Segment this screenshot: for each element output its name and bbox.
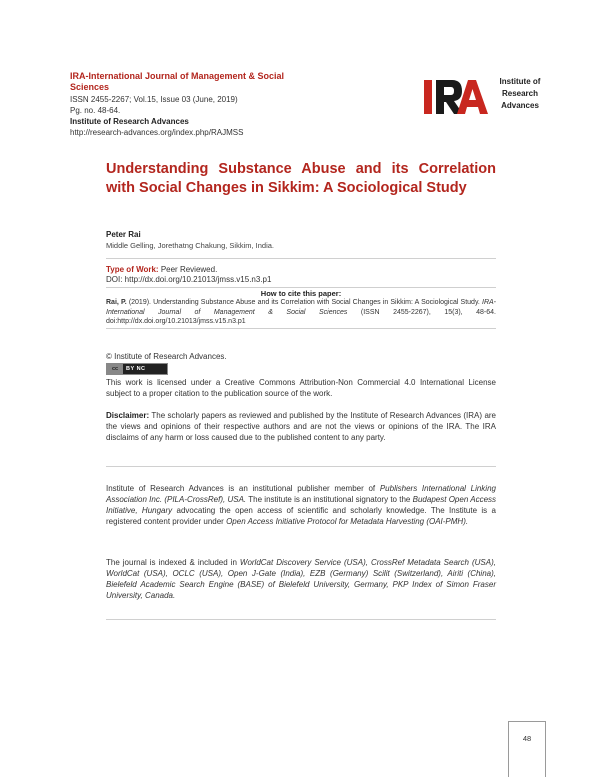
member-italic-1: Publishers International Linking Association Inc. (PILA-CrossRef), USA. — [106, 484, 496, 504]
article-title: Understanding Substance Abuse and its Correlation with Social Changes in Sikkim: A Sociological Study — [106, 161, 496, 196]
indexing-paragraph — [106, 557, 496, 601]
logo-text-line1: Institute of — [499, 77, 541, 86]
citation-text — [106, 298, 496, 327]
citation-journal: IRA-International Journal of Management & Social Sciences — [106, 299, 496, 316]
work-type — [106, 265, 217, 274]
disclaimer — [106, 410, 496, 443]
work-type-value: Peer Reviewed. — [158, 265, 218, 274]
disclaimer-text: The scholarly papers as reviewed and published by the Institute of Research Advances (IRA) are the views and opinions of their respective authors and are not the views or opinions of the IRA. The IRA disclaims of any harm or loss caused due to the published content to any party. — [106, 411, 496, 442]
journal-title: IRA-International Journal of Management & Social Sciences — [70, 71, 285, 92]
logo-text-line2: Research — [501, 89, 539, 98]
membership-paragraph — [106, 483, 496, 527]
copyright-line: © Institute of Research Advances. — [106, 352, 227, 361]
cc-license-badge[interactable] — [106, 363, 168, 375]
page-range: Pg. no. 48-64. — [70, 106, 121, 115]
member-italic-3: Open Access Initiative Protocol for Metadata Harvesting (OAI-PMH). — [226, 517, 469, 526]
member-text-2: The institute is an institutional signatory to the — [246, 495, 413, 504]
citation-text-1: (2019). Understanding Substance Abuse and its Correlation with Social Changes in Sikkim: A Sociological Study. — [126, 299, 482, 306]
divider — [106, 466, 496, 467]
citation-heading: How to cite this paper: — [260, 289, 342, 298]
member-text-1: Institute of Research Advances is an institutional publisher member of — [106, 484, 380, 493]
author-name: Peter Rai — [106, 230, 141, 239]
ira-logo-mark-icon — [424, 76, 488, 118]
member-italic-2: Budapest Open Access Initiative, Hungary — [106, 495, 497, 515]
indexed-list: WorldCat Discovery Service (USA), CrossRef Metadata Search (USA), WorldCat (USA), OCLC (USA), Open J-Gate (India), EZB (Germany) Scilit (Switzerland), Airiti (China), Bielefeld Academic Search Engine (BASE) of Bielefeld University, Germany, PKP Index of Simon Fraser University, Canada. — [106, 558, 496, 600]
logo-text-line3: Advances — [501, 101, 539, 110]
cc-icon: cc — [107, 364, 123, 374]
indexed-text: The journal is indexed & included in — [106, 558, 240, 567]
disclaimer-label: Disclaimer: — [106, 411, 150, 420]
citation-author: Rai, P. — [106, 299, 127, 306]
license-text: This work is licensed under a Creative Commons Attribution-Non Commercial 4.0 International License subject to a proper citation to the publication source of the work. — [106, 378, 496, 398]
citation-box — [106, 287, 496, 329]
divider — [106, 619, 496, 620]
divider — [106, 258, 496, 259]
citation-text-2: (ISSN 2455-2267), 15(3), 48-64. doi:http://dx.doi.org/10.21013/jmss.v15.n3.p1 — [106, 308, 496, 325]
cc-by-nc-icon: BY NC — [126, 366, 146, 372]
ira-logo — [424, 76, 554, 118]
issn-line: ISSN 2455-2267; Vol.15, Issue 03 (June, 2019) — [70, 95, 238, 104]
journal-url[interactable]: http://research-advances.org/index.php/RAJMSS — [70, 128, 244, 137]
publisher-name: Institute of Research Advances — [70, 117, 189, 126]
logo-text — [490, 76, 550, 112]
author-affiliation: Middle Gelling, Jorethatng Chakung, Sikkim, India. — [106, 241, 275, 250]
member-text-3: advocating the open access of scientific and scholarly knowledge. The Institute is a registered content provider under — [106, 506, 496, 526]
page-number-box — [508, 721, 546, 777]
doi-line[interactable]: DOI: http://dx.doi.org/10.21013/jmss.v15.n3.p1 — [106, 275, 272, 284]
page-number: 48 — [522, 734, 532, 743]
work-type-label: Type of Work: — [106, 265, 159, 274]
